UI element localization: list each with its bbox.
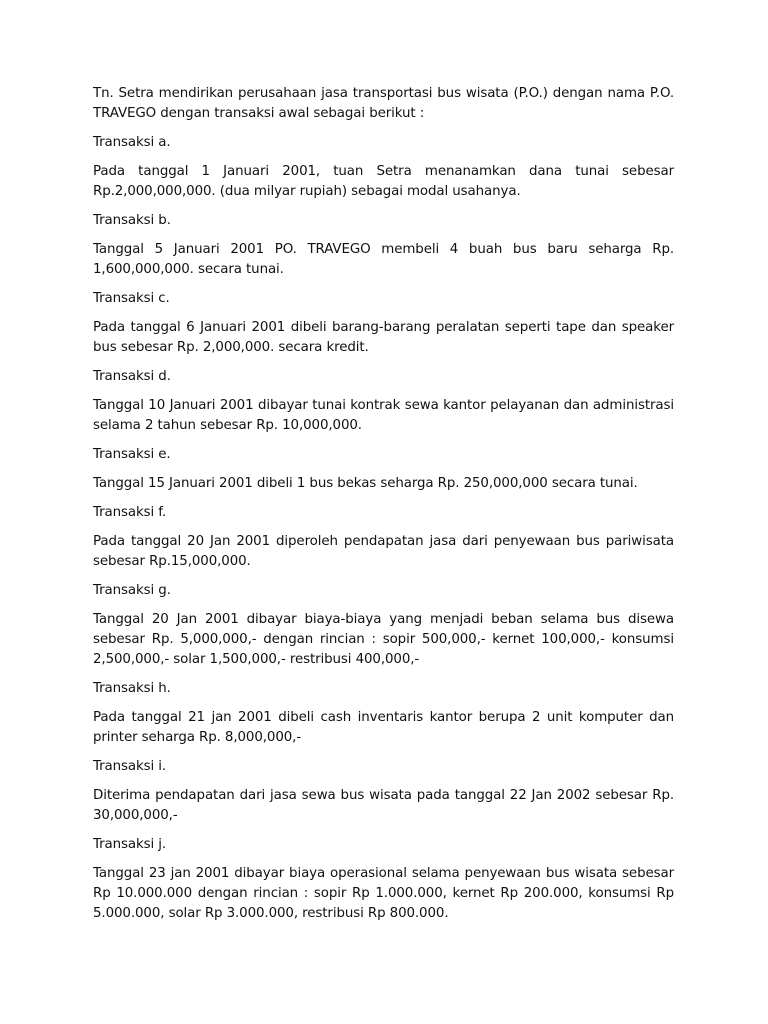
- transaction-label-i: Transaksi i.: [93, 759, 167, 774]
- transaction-label-b: Transaksi b.: [93, 213, 171, 228]
- transaction-label-g: Transaksi g.: [93, 583, 171, 598]
- transaction-text-b: Tanggal 5 Januari 2001 PO. TRAVEGO membeli 4 buah bus baru seharga Rp. 1,600,000,000. secara tunai.: [93, 242, 674, 277]
- transaction-label-e: Transaksi e.: [93, 447, 171, 462]
- transaction-label-f: Transaksi f.: [93, 505, 167, 520]
- transaction-text-a: Pada tanggal 1 Januari 2001, tuan Setra menanamkan dana tunai sebesar Rp.2,000,000,000. (dua milyar rupiah) sebagai modal usahanya.: [93, 164, 674, 199]
- transaction-label-j: Transaksi j.: [93, 837, 167, 852]
- transaction-text-f: Pada tanggal 20 Jan 2001 diperoleh pendapatan jasa dari penyewaan bus pariwisata sebesar Rp.15,000,000.: [93, 534, 674, 569]
- transaction-text-e: Tanggal 15 Januari 2001 dibeli 1 bus bekas seharga Rp. 250,000,000 secara tunai.: [93, 476, 638, 491]
- document-body: [93, 84, 674, 933]
- transaction-label-h: Transaksi h.: [93, 681, 171, 696]
- transaction-label-c: Transaksi c.: [93, 291, 170, 306]
- transaction-text-d: Tanggal 10 Januari 2001 dibayar tunai kontrak sewa kantor pelayanan dan administrasi selama 2 tahun sebesar Rp. 10,000,000.: [93, 398, 674, 433]
- transaction-text-j: Tanggal 23 jan 2001 dibayar biaya operasional selama penyewaan bus wisata sebesar Rp 10.000.000 dengan rincian : sopir Rp 1.000.000, kernet Rp 200.000, konsumsi Rp 5.000.000, solar Rp 3.000.000, restribusi Rp 800.000.: [93, 866, 674, 921]
- transaction-text-i: Diterima pendapatan dari jasa sewa bus wisata pada tanggal 22 Jan 2002 sebesar Rp. 30,000,000,-: [93, 788, 674, 823]
- transaction-text-g: Tanggal 20 Jan 2001 dibayar biaya-biaya yang menjadi beban selama bus disewa sebesar Rp. 5,000,000,- dengan rincian : sopir 500,000,- kernet 100,000,- konsumsi 2,500,000,- solar 1,500,000,- restribusi 400,000,-: [93, 612, 674, 667]
- transaction-text-c: Pada tanggal 6 Januari 2001 dibeli barang-barang peralatan seperti tape dan speaker bus sebesar Rp. 2,000,000. secara kredit.: [93, 320, 674, 355]
- transaction-label-a: Transaksi a.: [93, 135, 171, 150]
- transaction-label-d: Transaksi d.: [93, 369, 171, 384]
- transaction-text-h: Pada tanggal 21 jan 2001 dibeli cash inventaris kantor berupa 2 unit komputer dan printer seharga Rp. 8,000,000,-: [93, 710, 674, 745]
- intro-paragraph: Tn. Setra mendirikan perusahaan jasa transportasi bus wisata (P.O.) dengan nama P.O. TRAVEGO dengan transaksi awal sebagai berikut :: [93, 86, 674, 121]
